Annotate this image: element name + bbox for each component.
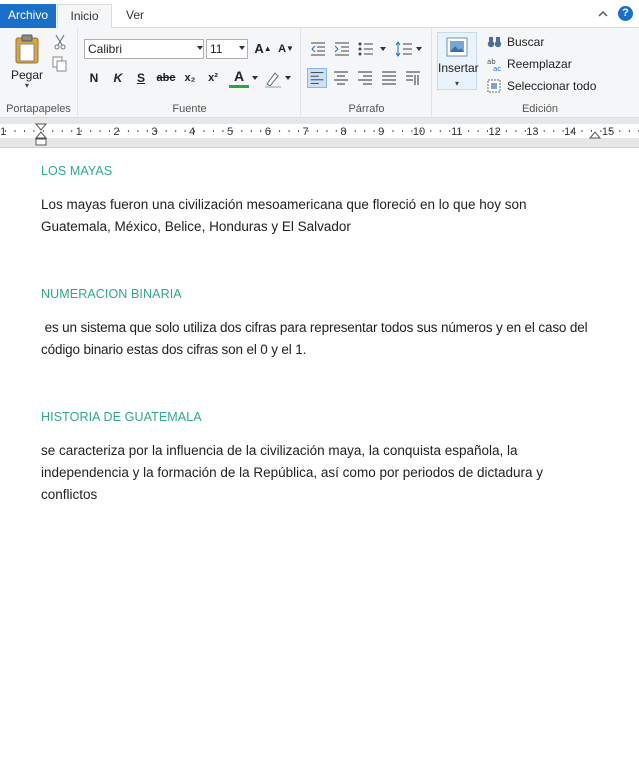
ruler-tick xyxy=(402,130,403,132)
paragraph-group xyxy=(302,28,432,118)
superscript-button[interactable]: x² xyxy=(208,72,218,84)
ruler-tick xyxy=(100,130,101,132)
font-group-label: Fuente xyxy=(172,103,207,115)
ruler-number: 8 xyxy=(340,126,347,138)
section-paragraph[interactable] xyxy=(41,194,631,238)
svg-text:ab: ab xyxy=(487,58,496,66)
ruler-tick xyxy=(147,130,148,132)
ruler-tick xyxy=(279,130,280,132)
ruler-tick xyxy=(166,130,167,132)
tab-file[interactable]: Archivo xyxy=(0,4,56,28)
align-center-icon[interactable] xyxy=(331,68,351,88)
text-line: código binario estas dos cifras son el 0 y el 1. xyxy=(41,342,307,357)
font-size-select[interactable]: 11 xyxy=(206,39,248,59)
select-all-label: Seleccionar todo xyxy=(507,79,597,93)
ruler-number: 2 xyxy=(113,126,120,138)
ruler-tick xyxy=(251,130,252,132)
paste-label: Pegar xyxy=(10,68,44,82)
section-paragraph[interactable] xyxy=(41,317,631,361)
find-label: Buscar xyxy=(507,35,545,49)
bullets-dropdown-icon[interactable] xyxy=(380,47,386,51)
ruler-tick xyxy=(289,130,290,132)
ruler-number: 4 xyxy=(189,126,196,138)
font-group xyxy=(79,28,301,118)
insert-dropdown-icon[interactable]: ▾ xyxy=(454,79,459,88)
paste-icon xyxy=(14,34,40,64)
ruler-number: 7 xyxy=(302,126,309,138)
ruler-number: 12 xyxy=(488,126,501,138)
line-spacing-dropdown-icon[interactable] xyxy=(416,47,422,51)
svg-text:ac: ac xyxy=(493,65,502,71)
align-left-icon[interactable] xyxy=(307,68,327,88)
ruler-tick xyxy=(241,130,242,132)
ruler-number: 1 xyxy=(0,126,7,138)
ruler-number: 15 xyxy=(601,126,615,138)
editing-group-label: Edición xyxy=(521,103,559,115)
section-heading: LOS MAYAS xyxy=(41,164,113,178)
copy-icon[interactable] xyxy=(52,56,68,72)
ruler-tick xyxy=(553,130,554,132)
line-spacing-icon[interactable] xyxy=(394,39,414,59)
ruler-tick xyxy=(440,130,441,132)
ruler-number: 5 xyxy=(226,126,234,138)
shrink-font-button[interactable]: A▼ xyxy=(278,43,294,55)
bold-button[interactable]: N xyxy=(89,71,99,85)
ruler-tick xyxy=(544,130,545,132)
picture-icon xyxy=(446,37,468,57)
select-all-button[interactable] xyxy=(487,77,596,95)
increase-indent-icon[interactable] xyxy=(332,39,352,59)
highlight-icon[interactable] xyxy=(263,69,283,89)
clipboard-group xyxy=(0,28,78,118)
ruler-tick xyxy=(43,130,44,132)
grow-font-button[interactable]: A▲ xyxy=(254,41,272,56)
select-all-icon xyxy=(487,79,502,93)
text-line: se caracteriza por la influencia de la civilización maya, la conquista española, la xyxy=(41,443,518,458)
ruler-tick xyxy=(591,130,592,132)
ruler-tick xyxy=(619,130,620,132)
align-right-icon[interactable] xyxy=(355,68,375,88)
ruler-tick xyxy=(298,130,299,132)
ribbon xyxy=(0,28,639,118)
paste-button[interactable] xyxy=(8,32,46,94)
ruler-tick xyxy=(175,130,176,132)
ruler-number: 3 xyxy=(151,126,158,138)
ruler-tick xyxy=(204,130,205,132)
font-size-dropdown-icon[interactable] xyxy=(239,46,245,50)
ruler-tick xyxy=(222,130,223,132)
insert-label: Insertar xyxy=(438,61,479,75)
ruler-tick xyxy=(355,130,356,132)
ruler-number: 11 xyxy=(451,126,463,138)
ruler-tick xyxy=(185,130,186,132)
section-heading: NUMERACION BINARIA xyxy=(41,287,182,301)
ruler-tick xyxy=(478,130,479,132)
decrease-indent-icon[interactable] xyxy=(308,39,328,59)
ruler-number: 1 xyxy=(75,126,82,138)
shrink-font-label: A xyxy=(278,43,287,55)
subscript-button[interactable]: x₂ xyxy=(184,72,196,84)
clipboard-group-label: Portapapeles xyxy=(6,103,71,115)
ruler-tick xyxy=(506,130,507,132)
ruler-number: 10 xyxy=(412,126,426,138)
replace-icon xyxy=(487,57,502,71)
ruler-tick xyxy=(24,130,25,132)
ruler-number: 9 xyxy=(378,126,385,138)
replace-button[interactable] xyxy=(487,55,572,73)
ruler-tick xyxy=(515,130,516,132)
highlight-dropdown-icon[interactable] xyxy=(285,76,291,80)
paragraph-group-label: Párrafo xyxy=(348,103,385,115)
italic-button[interactable]: K xyxy=(113,71,123,85)
ruler-number: 6 xyxy=(264,126,271,138)
ruler-tick xyxy=(128,130,129,132)
replace-label: Reemplazar xyxy=(507,57,572,71)
font-family-select[interactable]: Calibri xyxy=(84,39,204,59)
cut-icon[interactable] xyxy=(52,34,68,50)
ruler-tick xyxy=(374,130,375,132)
strikethrough-button[interactable]: abc xyxy=(156,72,176,84)
ruler-tick xyxy=(582,130,583,132)
ruler-tick xyxy=(15,130,16,132)
text-line: Guatemala, México, Belice, Honduras y El Salvador xyxy=(41,219,351,234)
underline-button[interactable]: S xyxy=(136,71,145,85)
ruler-tick xyxy=(629,130,630,132)
justify-icon[interactable] xyxy=(379,68,399,88)
ruler-tick xyxy=(393,130,394,132)
ruler-tick xyxy=(468,130,469,132)
ruler-tick xyxy=(336,130,337,132)
tab-view[interactable]: Ver xyxy=(125,8,144,22)
ruler-tick xyxy=(213,130,214,132)
ruler-tick xyxy=(52,130,53,132)
insert-group xyxy=(433,28,481,118)
binoculars-icon xyxy=(487,35,502,49)
ruler-number: 14 xyxy=(564,126,577,138)
ruler-tick xyxy=(62,130,63,132)
font-color-button[interactable]: A xyxy=(229,68,249,88)
ruler-tick xyxy=(90,130,91,132)
editing-group xyxy=(481,28,601,118)
section-heading: HISTORIA DE GUATEMALA xyxy=(41,410,202,424)
paragraph-settings-icon[interactable] xyxy=(403,68,423,88)
ruler-tick xyxy=(260,130,261,132)
grow-font-label: A xyxy=(254,41,264,56)
ruler-tick xyxy=(430,130,431,132)
text-line: es un sistema que solo utiliza dos cifras para representar todos sus números y en el caso del xyxy=(41,320,588,335)
ruler-number: 13 xyxy=(526,126,539,138)
ruler[interactable] xyxy=(0,118,639,148)
ribbon-tab-bar xyxy=(0,0,639,28)
ruler-tick xyxy=(317,130,318,132)
ruler-tick xyxy=(71,130,72,132)
font-family-dropdown-icon[interactable] xyxy=(197,46,203,50)
ruler-tick xyxy=(449,130,450,132)
text-line: independencia y la formación de la República, así como por periodos de dictadura y xyxy=(41,465,544,480)
help-icon[interactable]: ? xyxy=(618,6,633,21)
section-paragraph[interactable] xyxy=(41,440,631,506)
collapse-ribbon-icon[interactable] xyxy=(597,8,609,20)
ruler-tick xyxy=(109,130,110,132)
document-page[interactable] xyxy=(0,148,639,768)
paste-dropdown-icon[interactable]: ▾ xyxy=(24,81,29,90)
tab-home[interactable]: Inicio xyxy=(57,4,112,29)
ruler-tick xyxy=(33,130,34,132)
bullets-icon[interactable] xyxy=(356,39,376,59)
text-line: Los mayas fueron una civilización mesoamericana que floreció en lo que hoy son xyxy=(41,197,527,212)
find-button[interactable] xyxy=(487,33,544,51)
ruler-tick xyxy=(326,130,327,132)
ruler-track xyxy=(0,124,639,138)
font-color-dropdown-icon[interactable] xyxy=(252,76,258,80)
insert-button[interactable] xyxy=(437,32,477,90)
ruler-tick xyxy=(137,130,138,132)
ruler-tick xyxy=(364,130,365,132)
ruler-scale xyxy=(0,118,639,148)
text-line: conflictos xyxy=(41,487,98,502)
